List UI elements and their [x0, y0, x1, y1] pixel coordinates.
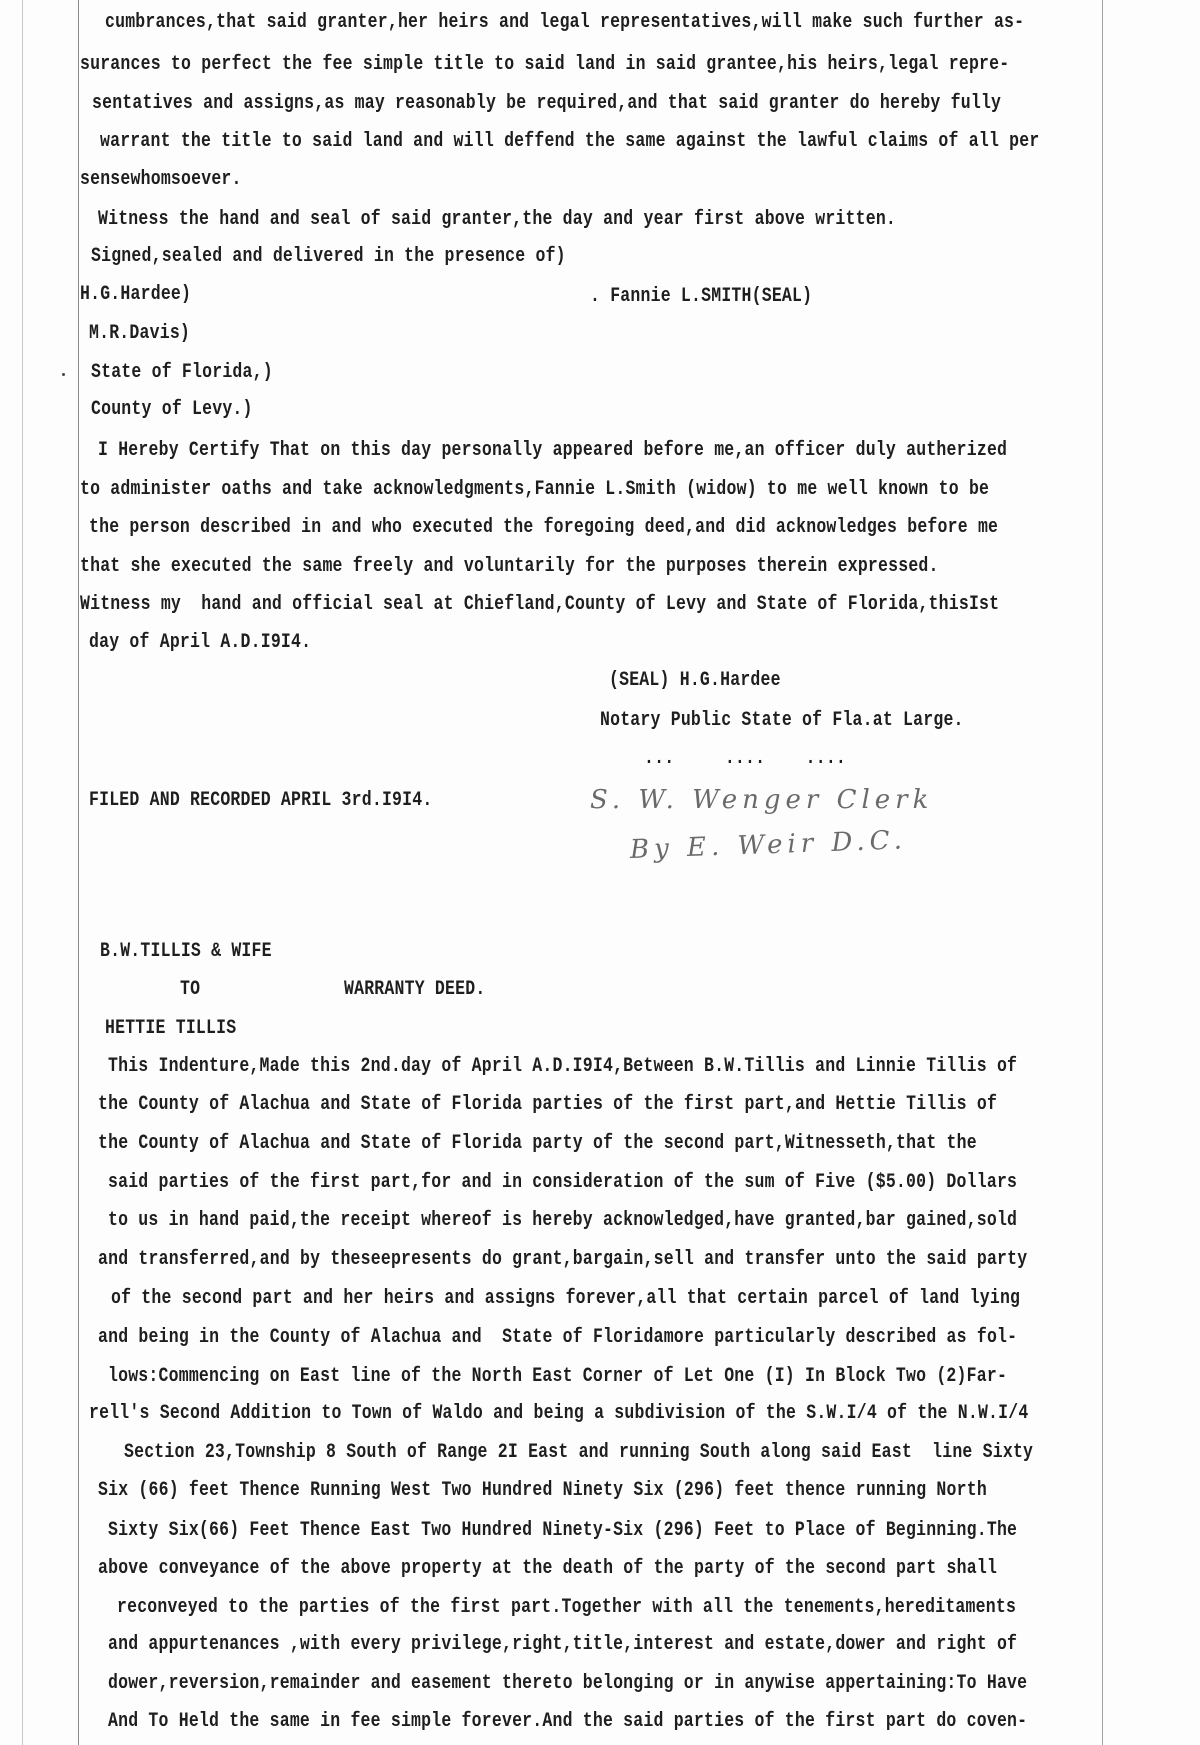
page-edge: [22, 0, 23, 1745]
deed-line: above conveyance of the above property at the death of the party of the second part shall: [98, 1555, 998, 1580]
deed-line: said parties of the first part,for and in consideration of the sum of Five ($5.00) Dollars: [108, 1169, 1018, 1194]
deed-line: and transferred,and by theseepresents do grant,bargain,sell and transfer unto the said party: [98, 1246, 1028, 1271]
margin-dot: [62, 373, 65, 376]
left-margin-rule: [78, 0, 79, 1745]
text-line: Witness my hand and official seal at Chiefland,County of Levy and State of Florida,thisIst: [80, 591, 1000, 616]
deed-line: and appurtenances ,with every privilege,right,title,interest and estate,dower and right of: [108, 1631, 1018, 1656]
right-margin-rule: [1102, 0, 1103, 1745]
handwritten-deputy-signature: By E. Weir D.C.: [629, 825, 908, 865]
notary-title: Notary Public State of Fla.at Large.: [600, 707, 964, 732]
deed-line: and being in the County of Alachua and State of Floridamore particularly described as fol-: [98, 1324, 1018, 1349]
handwritten-clerk-signature: S. W. Wenger Clerk: [590, 785, 934, 815]
text-line: sentatives and assigns,as may reasonably be required,and that said granter do hereby fully: [92, 90, 1002, 115]
deed-grantor: B.W.TILLIS & WIFE: [100, 938, 272, 963]
deed-line: Section 23,Township 8 South of Range 2I East and running South along said East line Sixty: [124, 1439, 1034, 1464]
deed-line: This Indenture,Made this 2nd.day of April A.D.I9I4,Between B.W.Tillis and Linnie Tillis of: [108, 1053, 1018, 1078]
text-line: surances to perfect the fee simple title to said land in said grantee,his heirs,legal repre-: [80, 51, 1010, 76]
deed-line: the County of Alachua and State of Florida parties of the first part,and Hettie Tillis of: [98, 1091, 998, 1116]
deed-to: TO: [180, 976, 201, 1001]
deed-line: of the second part and her heirs and assigns forever,all that certain parcel of land lying: [111, 1285, 1021, 1310]
text-line: Signed,sealed and delivered in the presence of): [91, 243, 566, 268]
deed-grantee: HETTIE TILLIS: [105, 1015, 237, 1040]
deed-line: reconveyed to the parties of the first part.Together with all the tenements,hereditaments: [117, 1594, 1017, 1619]
filed-recorded: FILED AND RECORDED APRIL 3rd.I9I4.: [89, 787, 433, 812]
text-line: warrant the title to said land and will deffend the same against the lawful claims of all per: [100, 128, 1040, 153]
notary-signature: (SEAL) H.G.Hardee: [609, 667, 781, 692]
text-line: State of Florida,): [91, 359, 273, 384]
deed-type: WARRANTY DEED.: [344, 976, 486, 1001]
deed-line: rell's Second Addition to Town of Waldo and being a subdivision of the S.W.I/4 of the N.W.I/4: [89, 1400, 1029, 1425]
deed-line: Six (66) feet Thence Running West Two Hundred Ninety Six (296) feet thence running North: [98, 1477, 987, 1502]
text-line: cumbrances,that said granter,her heirs and legal representatives,will make such further as-: [105, 9, 1025, 34]
text-line: that she executed the same freely and voluntarily for the purposes therein expressed.: [80, 553, 939, 578]
witness-name: M.R.Davis): [89, 320, 191, 345]
text-line: to administer oaths and take acknowledgments,Fannie L.Smith (widow) to me well known to be: [80, 476, 990, 501]
grantor-signature: . Fannie L.SMITH(SEAL): [590, 283, 813, 308]
text-line: day of April A.D.I9I4.: [89, 629, 312, 654]
witness-name: H.G.Hardee): [80, 281, 192, 306]
text-line: sensewhomsoever.: [80, 166, 242, 191]
text-line: County of Levy.): [91, 396, 253, 421]
deed-line: And To Held the same in fee simple forever.And the said parties of the first part do coven-: [108, 1708, 1028, 1733]
deed-line: Sixty Six(66) Feet Thence East Two Hundred Ninety-Six (296) Feet to Place of Beginning.The: [108, 1517, 1018, 1542]
text-line: Witness the hand and seal of said granter,the day and year first above written.: [98, 206, 897, 231]
deed-line: dower,reversion,remainder and easement thereto belonging or in anywise appertaining:To Have: [108, 1670, 1028, 1695]
deed-line: the County of Alachua and State of Florida party of the second part,Witnesseth,that the: [98, 1130, 977, 1155]
text-line: I Hereby Certify That on this day personally appeared before me,an officer duly autherized: [98, 437, 1008, 462]
text-line: the person described in and who executed the foregoing deed,and did acknowledges before me: [89, 514, 999, 539]
separator-dots: ... .... ....: [644, 745, 847, 770]
deed-line: lows:Commencing on East line of the North East Corner of Let One (I) In Block Two (2)Far-: [108, 1363, 1008, 1388]
deed-line: to us in hand paid,the receipt whereof is hereby acknowledged,have granted,bar gained,sold: [108, 1207, 1018, 1232]
